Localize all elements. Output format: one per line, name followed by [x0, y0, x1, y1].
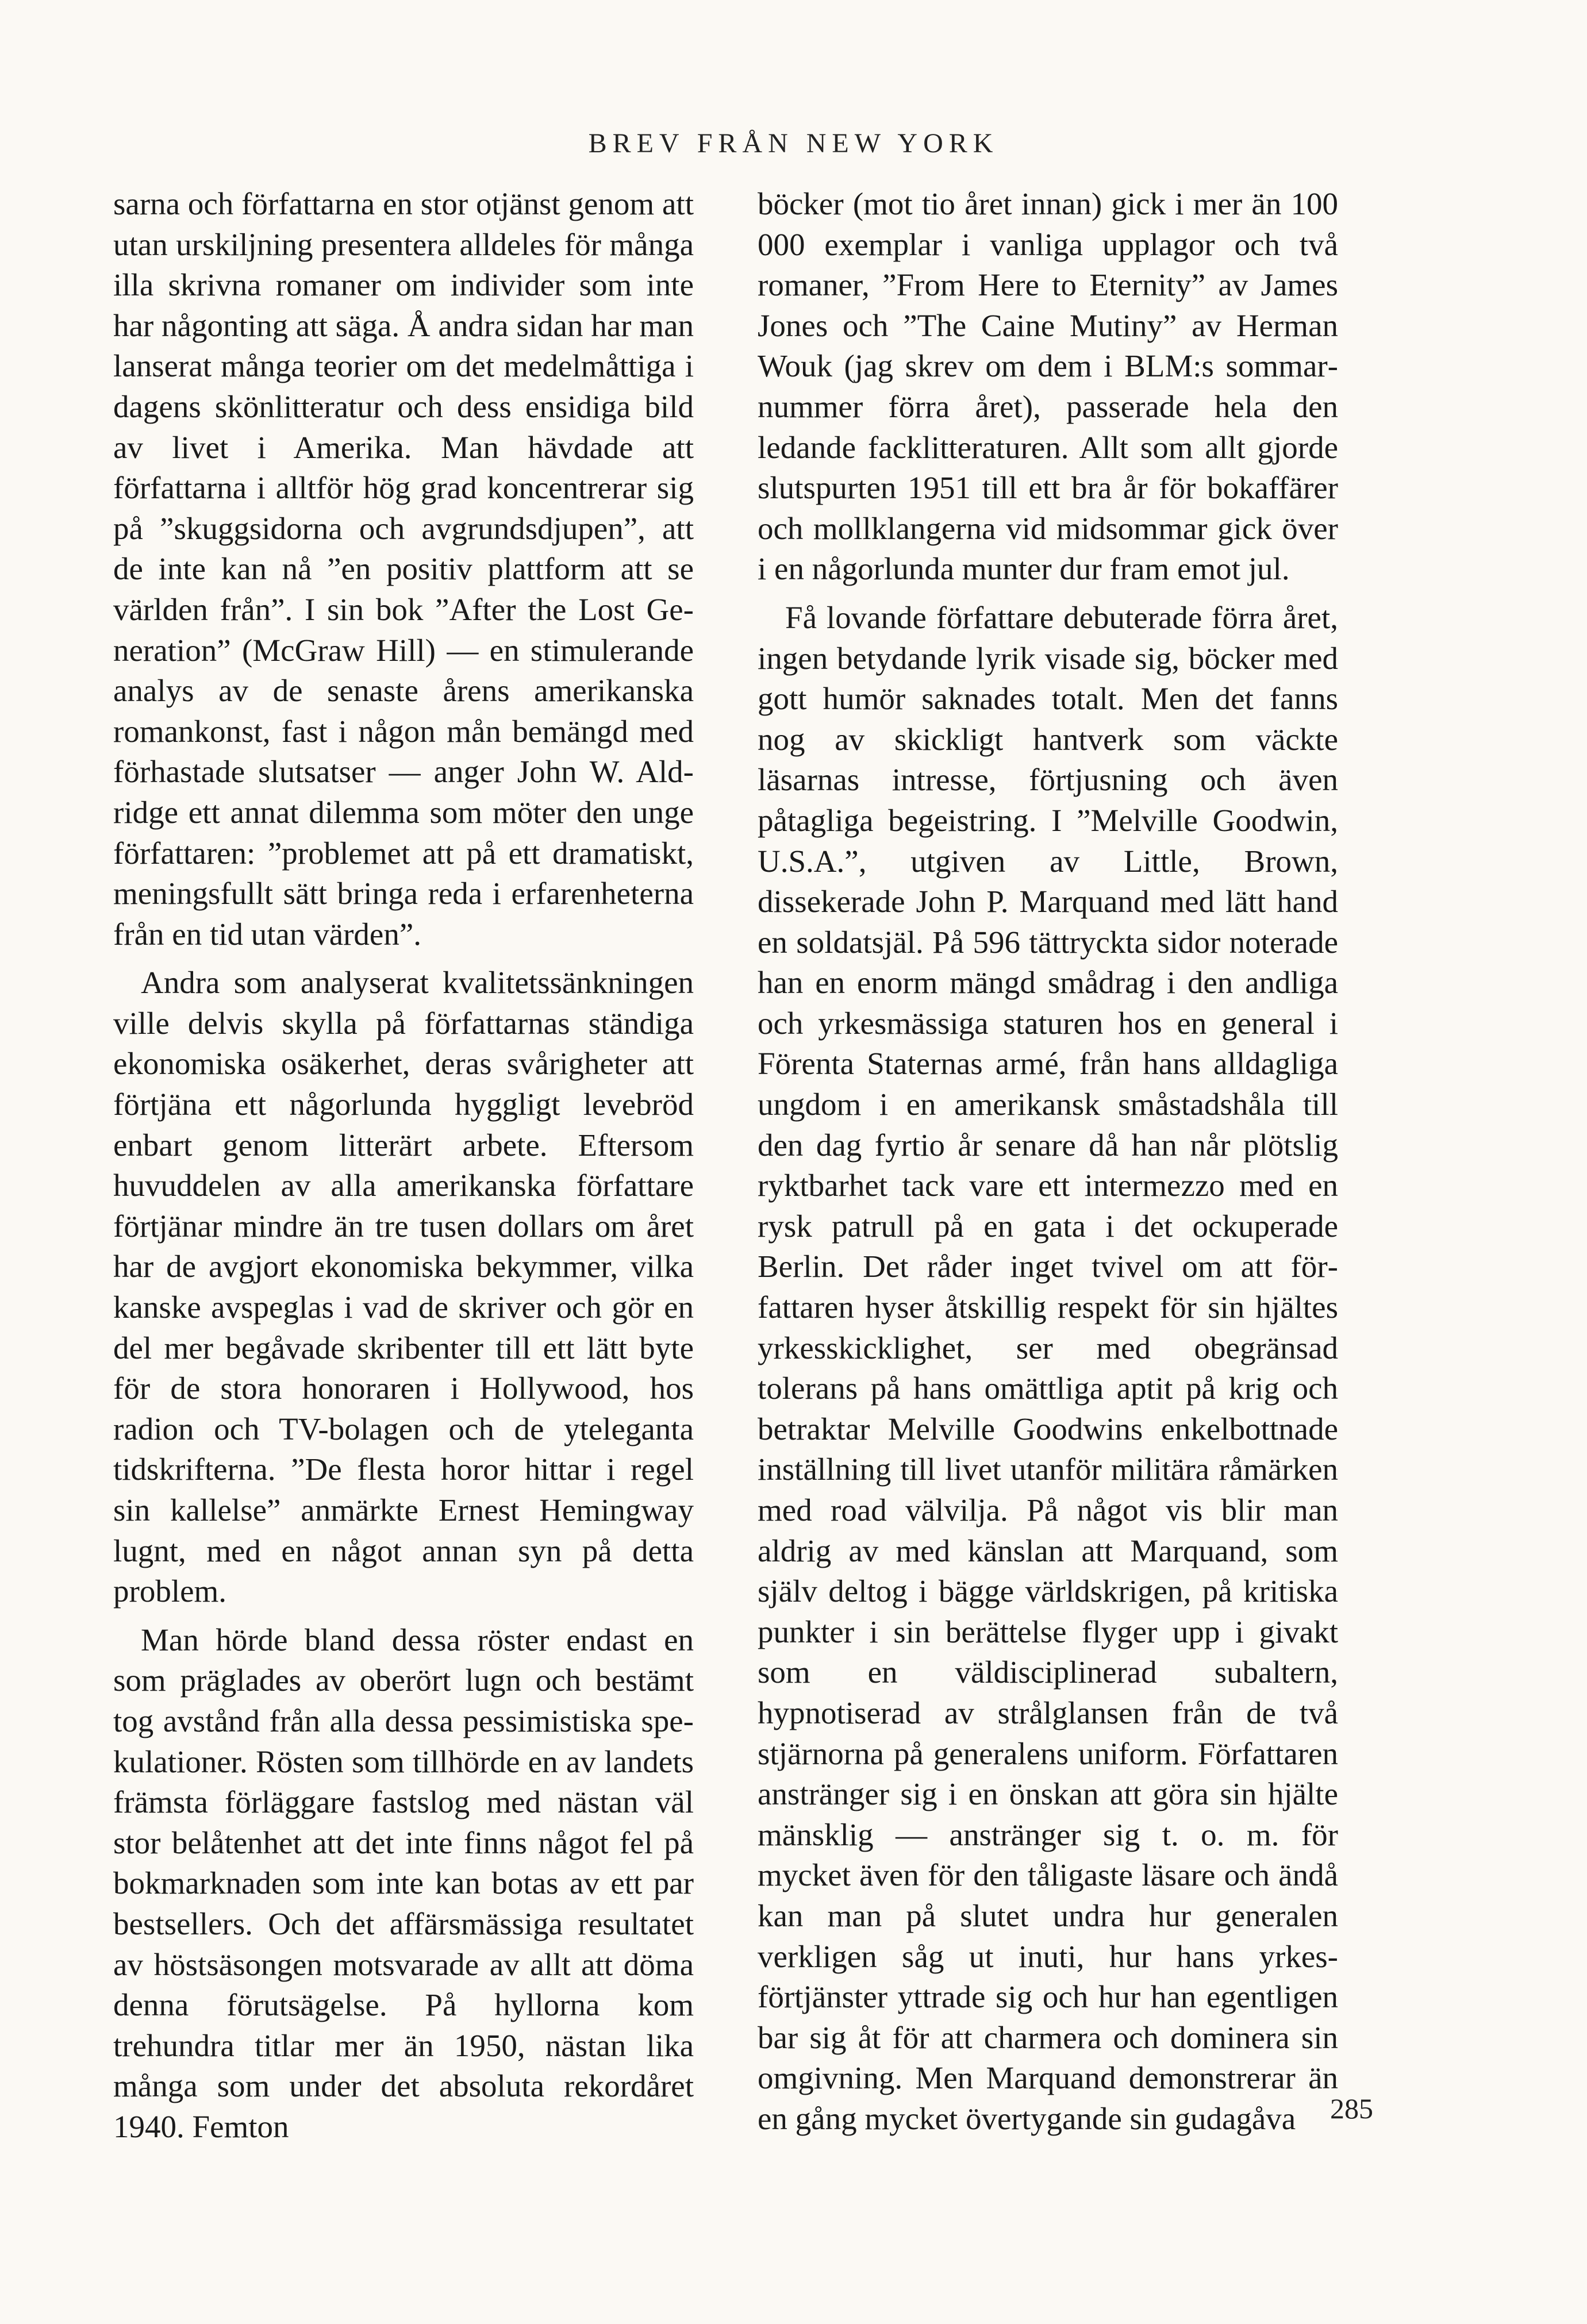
- running-header: BREV FRÅN NEW YORK: [588, 128, 999, 159]
- paragraph: sarna och författarna en stor otjänst genom att utan urskiljning presentera alldeles för många illa skrivna romaner om individer som inte har någonting att säga. Å andra sidan har man lanserat många teorier om det medelmåttiga i dagens skönlitteratur och dess ensidiga bild av livet i Amerika. Man hävdade att författarna i alltför hög grad koncentrerar sig på ”skuggsidorna och avgrundsdjupen”, att de inte kan nå ”en positiv plattform att se världen från”. I sin bok ”After the Lost Generation” (McGraw Hill) — en stimulerande analys av de senaste årens amerikanska romankonst, fast i någon mån bemängd med förhastade slutsatser — anger John W. Aldridge ett annat dilemma som möter den unge författaren: ”problemet att på ett dramatiskt, meningsfullt sätt bringa reda i erfarenheterna från en tid utan värden”.: [113, 186, 694, 952]
- paragraph: böcker (mot tio året innan) gick i mer än 100 000 exemplar i vanliga upplagor och två romaner, ”From Here to Eternity” av James Jones och ”The Caine Mutiny” av Herman Wouk (jag skrev om dem i BLM:s sommarnummer förra året), passerade hela den ledande facklitteraturen. Allt som allt gjorde slutspurten 1951 till ett bra år för bokaffärer och mollklangerna vid midsommar gick över i en någorlunda munter dur fram emot jul.: [758, 186, 1338, 587]
- left-column: [113, 184, 694, 2148]
- paragraph: Andra som analyserat kvalitetssänkningen ville delvis skylla på författarnas ständiga ekonomiska osäkerhet, deras svårigheter att förtjäna ett någorlunda hyggligt levebröd enbart genom litterärt arbete. Eftersom huvuddelen av alla amerikanska författare förtjänar mindre än tre tusen dollars om året har de avgjort ekonomiska bekymmer, vilka kanske avspeglas i vad de skriver och gör en del mer begåvade skribenter till ett lätt byte för de stora honoraren i Hollywood, hos radion och TV-bolagen och de yteleganta tidskrifterna. ”De flesta horor hittar i regel sin kallelse” anmärkte Ernest Hemingway lugnt, med en något annan syn på detta problem.: [113, 965, 694, 1609]
- paragraph: Man hörde bland dessa röster endast en som präglades av oberört lugn och bestämt tog avstånd från alla dessa pessimistiska spekulationer. Rösten som tillhörde en av landets främsta förläggare fastslog med nästan väl stor belåtenhet att det inte finns något fel på bokmarknaden som inte kan botas av ett par bestsellers. Och det affärsmässiga resultatet av höstsäsongen motsvarade av allt att döma denna förutsägelse. På hyllorna kom trehundra titlar mer än 1950, nästan lika många som under det absoluta rekordåret 1940. Femton: [113, 1622, 694, 2144]
- right-column: [758, 184, 1338, 2140]
- page-number: 285: [1330, 2092, 1373, 2125]
- paragraph: Få lovande författare debuterade förra året, ingen betydande lyrik visade sig, böcker med gott humör saknades totalt. Men det fanns nog av skickligt hantverk som väckte läsarnas intresse, förtjusning och även påtagliga begeistring. I ”Melville Goodwin, U.S.A.”, utgiven av Little, Brown, dissekerade John P. Marquand med lätt hand en soldatsjäl. På 596 tättryckta sidor noterade han en enorm mängd smådrag i den andliga och yrkesmässiga staturen hos en general i Förenta Staternas armé, från hans alldagliga ungdom i en amerikansk småstadshåla till den dag fyrtio år senare då han når plötslig ryktbarhet tack vare ett intermezzo med en rysk patrull på en gata i det ockuperade Berlin. Det råder inget tvivel om att författaren hyser åtskillig respekt för sin hjältes yrkesskicklighet, ser med obegränsad tolerans på hans omättliga aptit på krig och betraktar Melville Goodwins enkelbottnade inställning till livet utanför militära råmärken med road välvilja. På något vis blir man aldrig av med känslan att Marquand, som själv deltog i bägge världskrigen, på kritiska punkter i sin berättelse flyger upp i givakt som en väldisciplinerad subaltern, hypnotiserad av strålglansen från de två stjärnorna på generalens uniform. Författaren anstränger sig i en önskan att göra sin hjälte mänsklig — anstränger sig t. o. m. för mycket även för den tåligaste läsare och ändå kan man på slutet undra hur generalen verkligen såg ut inuti, hur hans yrkesförtjänster yttrade sig och hur han egentligen bar sig åt för att charmera och dominera sin omgivning. Men Marquand demonstrerar än en gång mycket övertygande sin gudagåva: [758, 599, 1338, 2136]
